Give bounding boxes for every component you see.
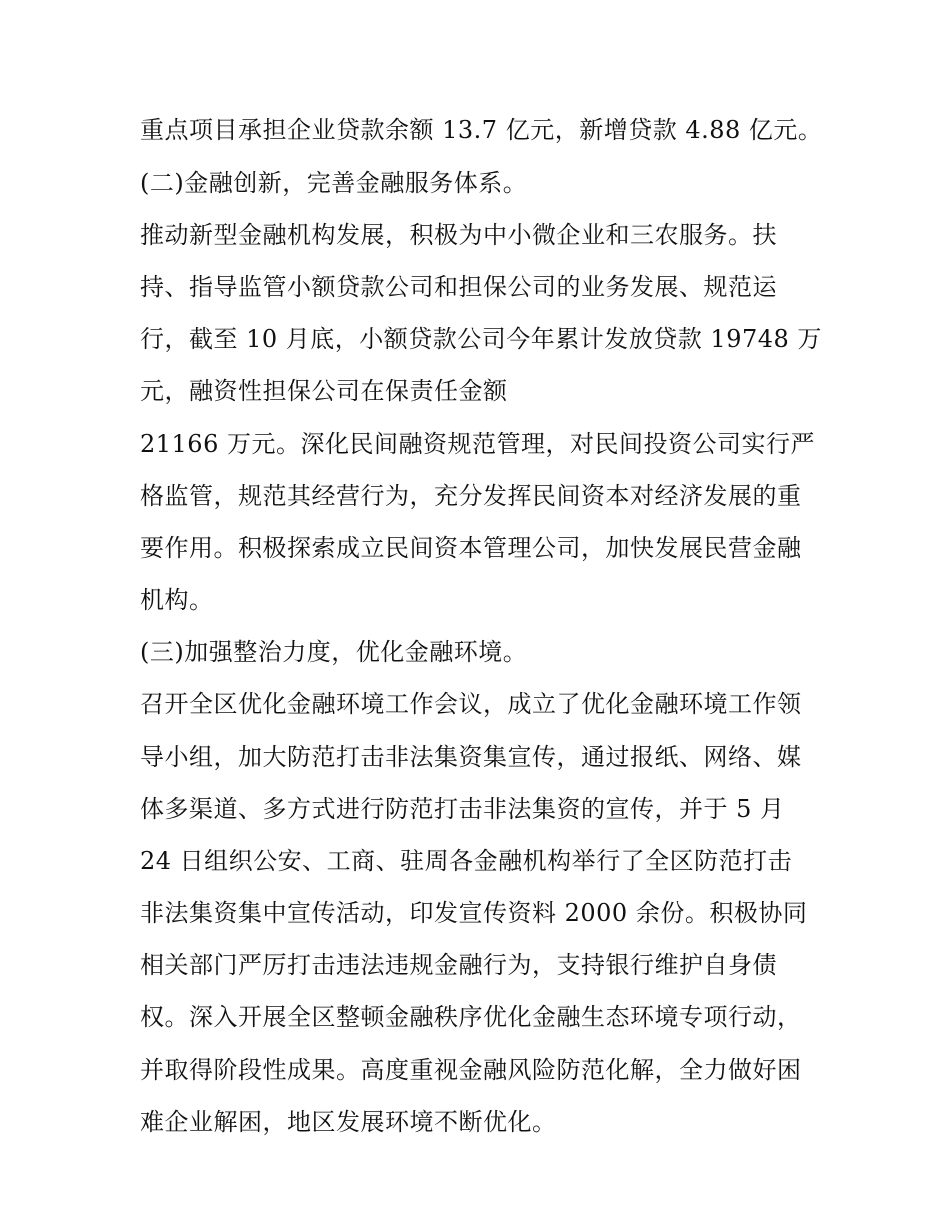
- text-line: 相关部门严厉打击违法违规金融行为，支持银行维护自身债: [140, 951, 777, 979]
- text-line: 机构。: [140, 586, 214, 614]
- text-line: 持、指导监管小额贷款公司和担保公司的业务发展、规范运: [140, 273, 777, 301]
- text-line: 召开全区优化金融环境工作会议，成立了优化金融环境工作领: [140, 690, 802, 718]
- text-line: 21166 万元。深化民间融资规范管理，对民间投资公司实行严: [140, 430, 815, 458]
- text-line: 行，截至 10 月底，小额贷款公司今年累计发放贷款 19748 万: [140, 325, 822, 353]
- text-line: 体多渠道、多方式进行防范打击非法集资的宣传，并于 5 月: [140, 795, 785, 823]
- text-line: 格监管，规范其经营行为，充分发挥民间资本对经济发展的重: [140, 482, 802, 510]
- text-line: 要作用。积极探索成立民间资本管理公司，加快发展民营金融: [140, 534, 802, 562]
- text-line: 非法集资集中宣传活动，印发宣传资料 2000 余份。积极协同: [140, 899, 808, 927]
- text-line: 推动新型金融机构发展，积极为中小微企业和三农服务。扶: [140, 221, 777, 249]
- section-heading: (三)加强整治力度，优化金融环境。: [140, 638, 528, 666]
- text-line: 难企业解困，地区发展环境不断优化。: [140, 1108, 557, 1136]
- text-line: 24 日组织公安、工商、驻周各金融机构举行了全区防范打击: [140, 847, 793, 875]
- text-line: 权。深入开展全区整顿金融秩序优化金融生态环境专项行动，: [140, 1003, 802, 1031]
- section-heading: (二)金融创新，完善金融服务体系。: [140, 169, 528, 197]
- text-line: 并取得阶段性成果。高度重视金融风险防范化解，全力做好困: [140, 1056, 802, 1084]
- text-line: 导小组，加大防范打击非法集资集宣传，通过报纸、网络、媒: [140, 743, 802, 771]
- text-line: 元，融资性担保公司在保责任金额: [140, 377, 508, 405]
- text-line: 重点项目承担企业贷款余额 13.7 亿元，新增贷款 4.88 亿元。: [140, 116, 823, 144]
